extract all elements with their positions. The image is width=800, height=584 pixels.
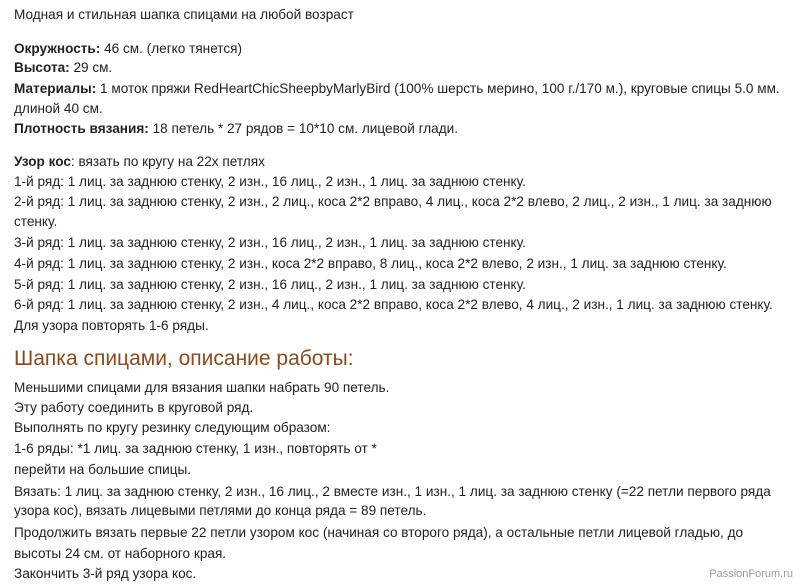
section-heading: Шапка спицами, описание работы: [14,347,354,370]
instruction-line: Вязать: 1 лиц. за заднюю стенку, 2 изн., 16 лиц., 2 вместе изн., 1 изн., 1 лиц. за заднюю стенку (=22 петли первого ряда [14,484,771,499]
spec-materials-cont: длиной 40 см. [14,101,103,116]
spec-height-label: Высота: [14,60,70,75]
instruction-line: Продолжить вязать первые 22 петли узором кос (начиная со второго ряда), а остальные петли лицевой гладью, до [14,525,744,540]
spec-height-value: 29 см. [69,60,113,75]
instruction-line: Эту работу соединить в круговой ряд. [14,400,254,415]
spec-density-label: Плотность вязания: [14,121,149,136]
spec-circumference-value: 46 см. (легко тянется) [100,41,243,56]
pattern-row: 2-й ряд: 1 лиц. за заднюю стенку, 2 изн., 2 лиц., коса 2*2 вправо, 4 лиц., коса 2*2 влево, 2 лиц., 2 изн., 1 лиц. за заднюю [14,194,772,209]
spec-circumference-label: Окружность: [14,41,101,56]
pattern-row: Для узора повторять 1-6 ряды. [14,318,209,333]
instruction-line: узора кос), вязать лицевыми петлями до конца ряда = 89 петель. [14,503,427,518]
instruction-line: высоты 24 см. от наборного края. [14,546,227,561]
spec-circumference [14,40,242,58]
instruction-line: перейти на большие спицы. [14,462,192,477]
instruction-line: Меньшими спицами для вязания шапки набрать 90 петель. [14,380,390,395]
instruction-line: Выполнять по кругу резинку следующим образом: [14,420,331,435]
instruction-line: 1-6 ряды: *1 лиц. за заднюю стенку, 1 изн., повторять от * [14,441,377,456]
pattern-row: 4-й ряд: 1 лиц. за заднюю стенку, 2 изн., коса 2*2 вправо, 8 лиц., коса 2*2 влево, 2 изн., 1 лиц. за заднюю стенку. [14,256,727,271]
spec-height [14,59,112,77]
spec-materials-label: Материалы: [14,81,97,96]
pattern-label-rest: : вязать по кругу на 22х петлях [70,154,265,169]
site-watermark: PassionForum.ru [709,568,793,580]
pattern-row: 3-й ряд: 1 лиц. за заднюю стенку, 2 изн., 16 лиц., 2 изн., 1 лиц. за заднюю стенку. [14,235,526,250]
pattern-row: 1-й ряд: 1 лиц. за заднюю стенку, 2 изн., 16 лиц., 2 изн., 1 лиц. за заднюю стенку. [14,174,526,189]
instruction-line: Закончить 3-й ряд узора кос. [14,566,197,581]
spec-density-value: 18 петель * 27 рядов = 10*10 см. лицевой глади. [148,121,459,136]
pattern-label: Узор кос [14,154,71,169]
spec-materials [14,80,780,98]
pattern-row: стенку. [14,214,58,229]
spec-materials-value: 1 моток пряжи RedHeartChicSheepbyMarlyBird (100% шерсть мерино, 100 г./170 м.), круговые спицы 5.0 мм. [96,81,780,96]
pattern-heading [14,153,265,171]
pattern-row: 6-й ряд: 1 лиц. за заднюю стенку, 2 изн., 4 лиц., коса 2*2 вправо, коса 2*2 влево, 4 лиц., 2 изн., 1 лиц. за заднюю стенку. [14,297,773,312]
spec-density [14,120,458,138]
article-title: Модная и стильная шапка спицами на любой возраст [14,7,354,22]
pattern-row: 5-й ряд: 1 лиц. за заднюю стенку, 2 изн., 16 лиц., 2 изн., 1 лиц. за заднюю стенку. [14,277,526,292]
